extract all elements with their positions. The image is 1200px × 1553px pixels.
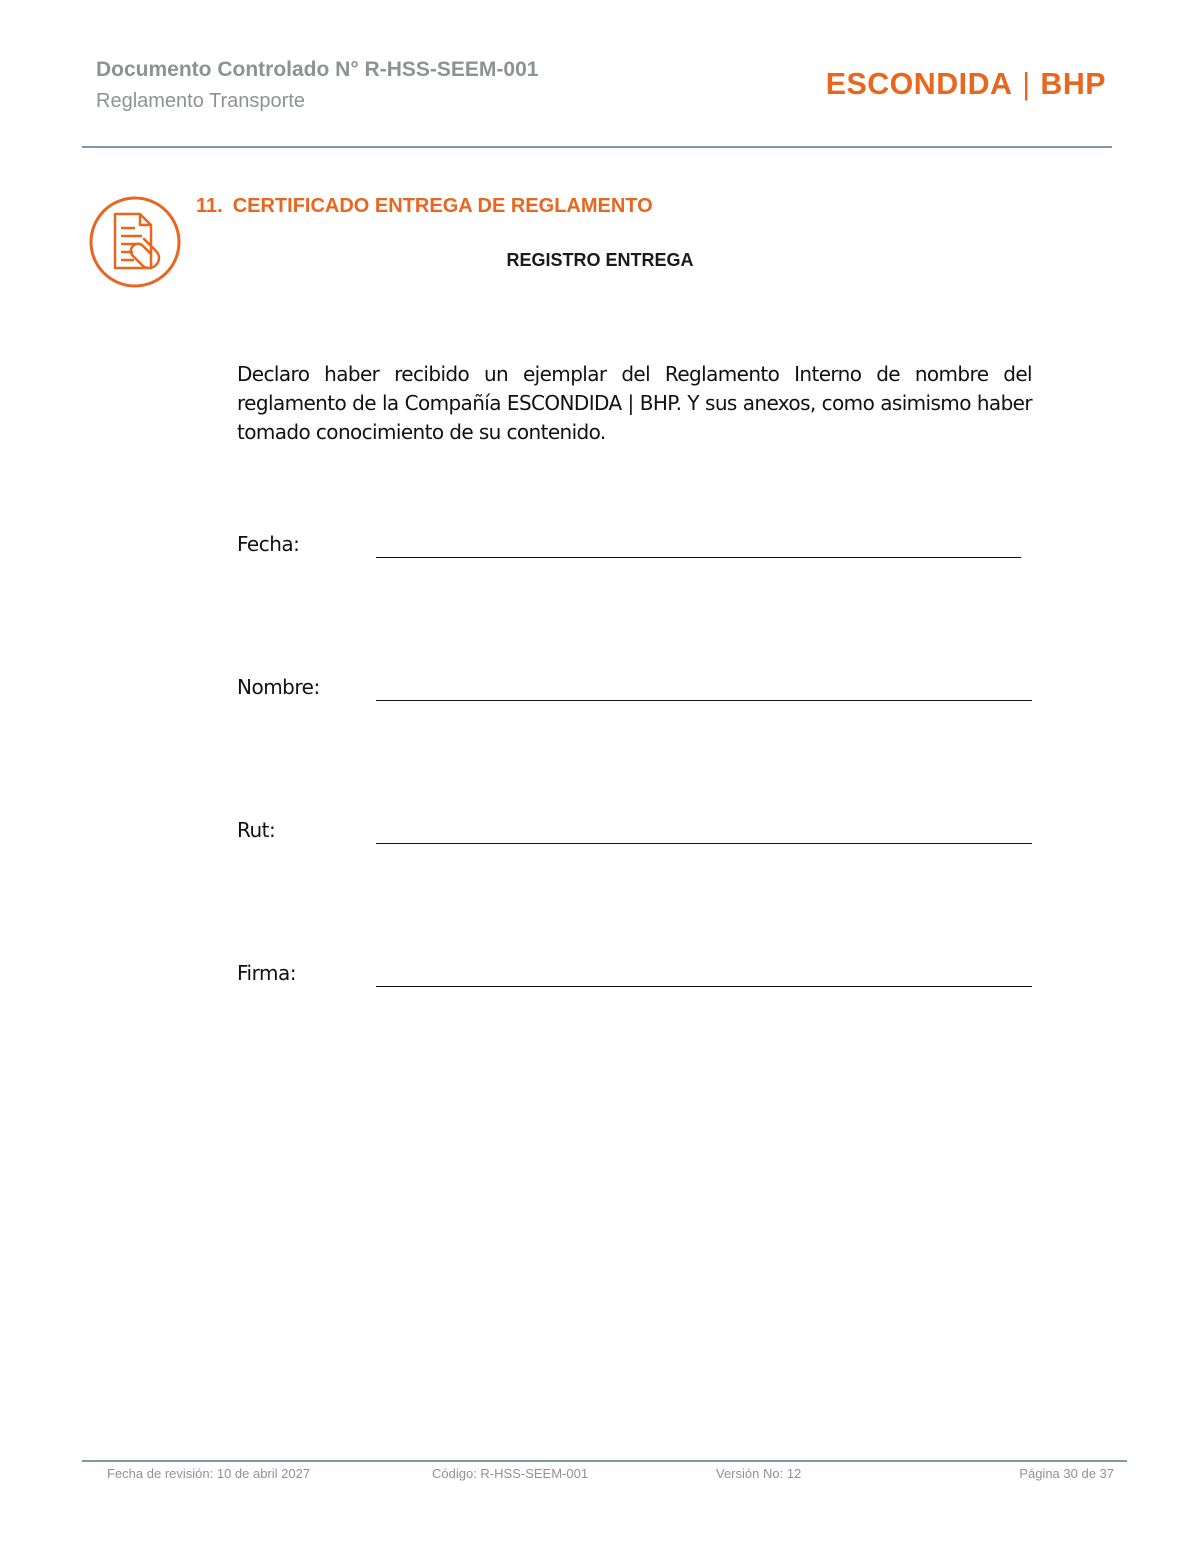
fecha-line[interactable] xyxy=(376,557,1021,558)
footer-divider xyxy=(82,1460,1127,1462)
footer-version: Versión No: 12 xyxy=(716,1466,802,1481)
fecha-label: Fecha: xyxy=(237,532,300,556)
rut-line[interactable] xyxy=(376,843,1032,844)
footer-page-number: Página 30 de 37 xyxy=(1019,1466,1114,1481)
rut-field xyxy=(237,818,1032,848)
document-header xyxy=(96,58,1106,118)
section-heading xyxy=(196,195,653,218)
registro-title: REGISTRO ENTREGA xyxy=(506,250,694,270)
document-id-line: Documento Controlado N° R-HSS-SEEM-001 xyxy=(96,58,539,81)
firma-line[interactable] xyxy=(376,986,1032,987)
logo-separator: | xyxy=(1022,66,1031,101)
firma-label: Firma: xyxy=(237,961,296,985)
nombre-label: Nombre: xyxy=(237,675,320,699)
declaration-text: Declaro haber recibido un ejemplar del Reglamento Interno de nombre del reglamento de la Compañía ESCONDIDA | BHP. Y sus anexos, como asimismo haber tomado conocimiento de su contenido. xyxy=(237,362,1032,444)
logo-escondida: ESCONDIDA xyxy=(825,66,1013,101)
brand-logo xyxy=(826,66,1106,102)
section-title: CERTIFICADO ENTREGA DE REGLAMENTO xyxy=(232,195,653,217)
firma-field xyxy=(237,961,1032,991)
footer-revision-date: Fecha de revisión: 10 de abril 2027 xyxy=(107,1466,311,1481)
logo-bhp: BHP xyxy=(1040,66,1106,101)
rut-label: Rut: xyxy=(237,818,276,842)
document-name: Reglamento Transporte xyxy=(96,90,306,112)
nombre-field xyxy=(237,675,1032,705)
nombre-line[interactable] xyxy=(376,700,1032,701)
header-divider xyxy=(82,146,1112,148)
footer-code: Código: R-HSS-SEEM-001 xyxy=(432,1466,589,1481)
section-number: 11. xyxy=(196,195,223,217)
document-attachment-icon xyxy=(88,195,182,289)
fecha-field xyxy=(237,532,1032,562)
